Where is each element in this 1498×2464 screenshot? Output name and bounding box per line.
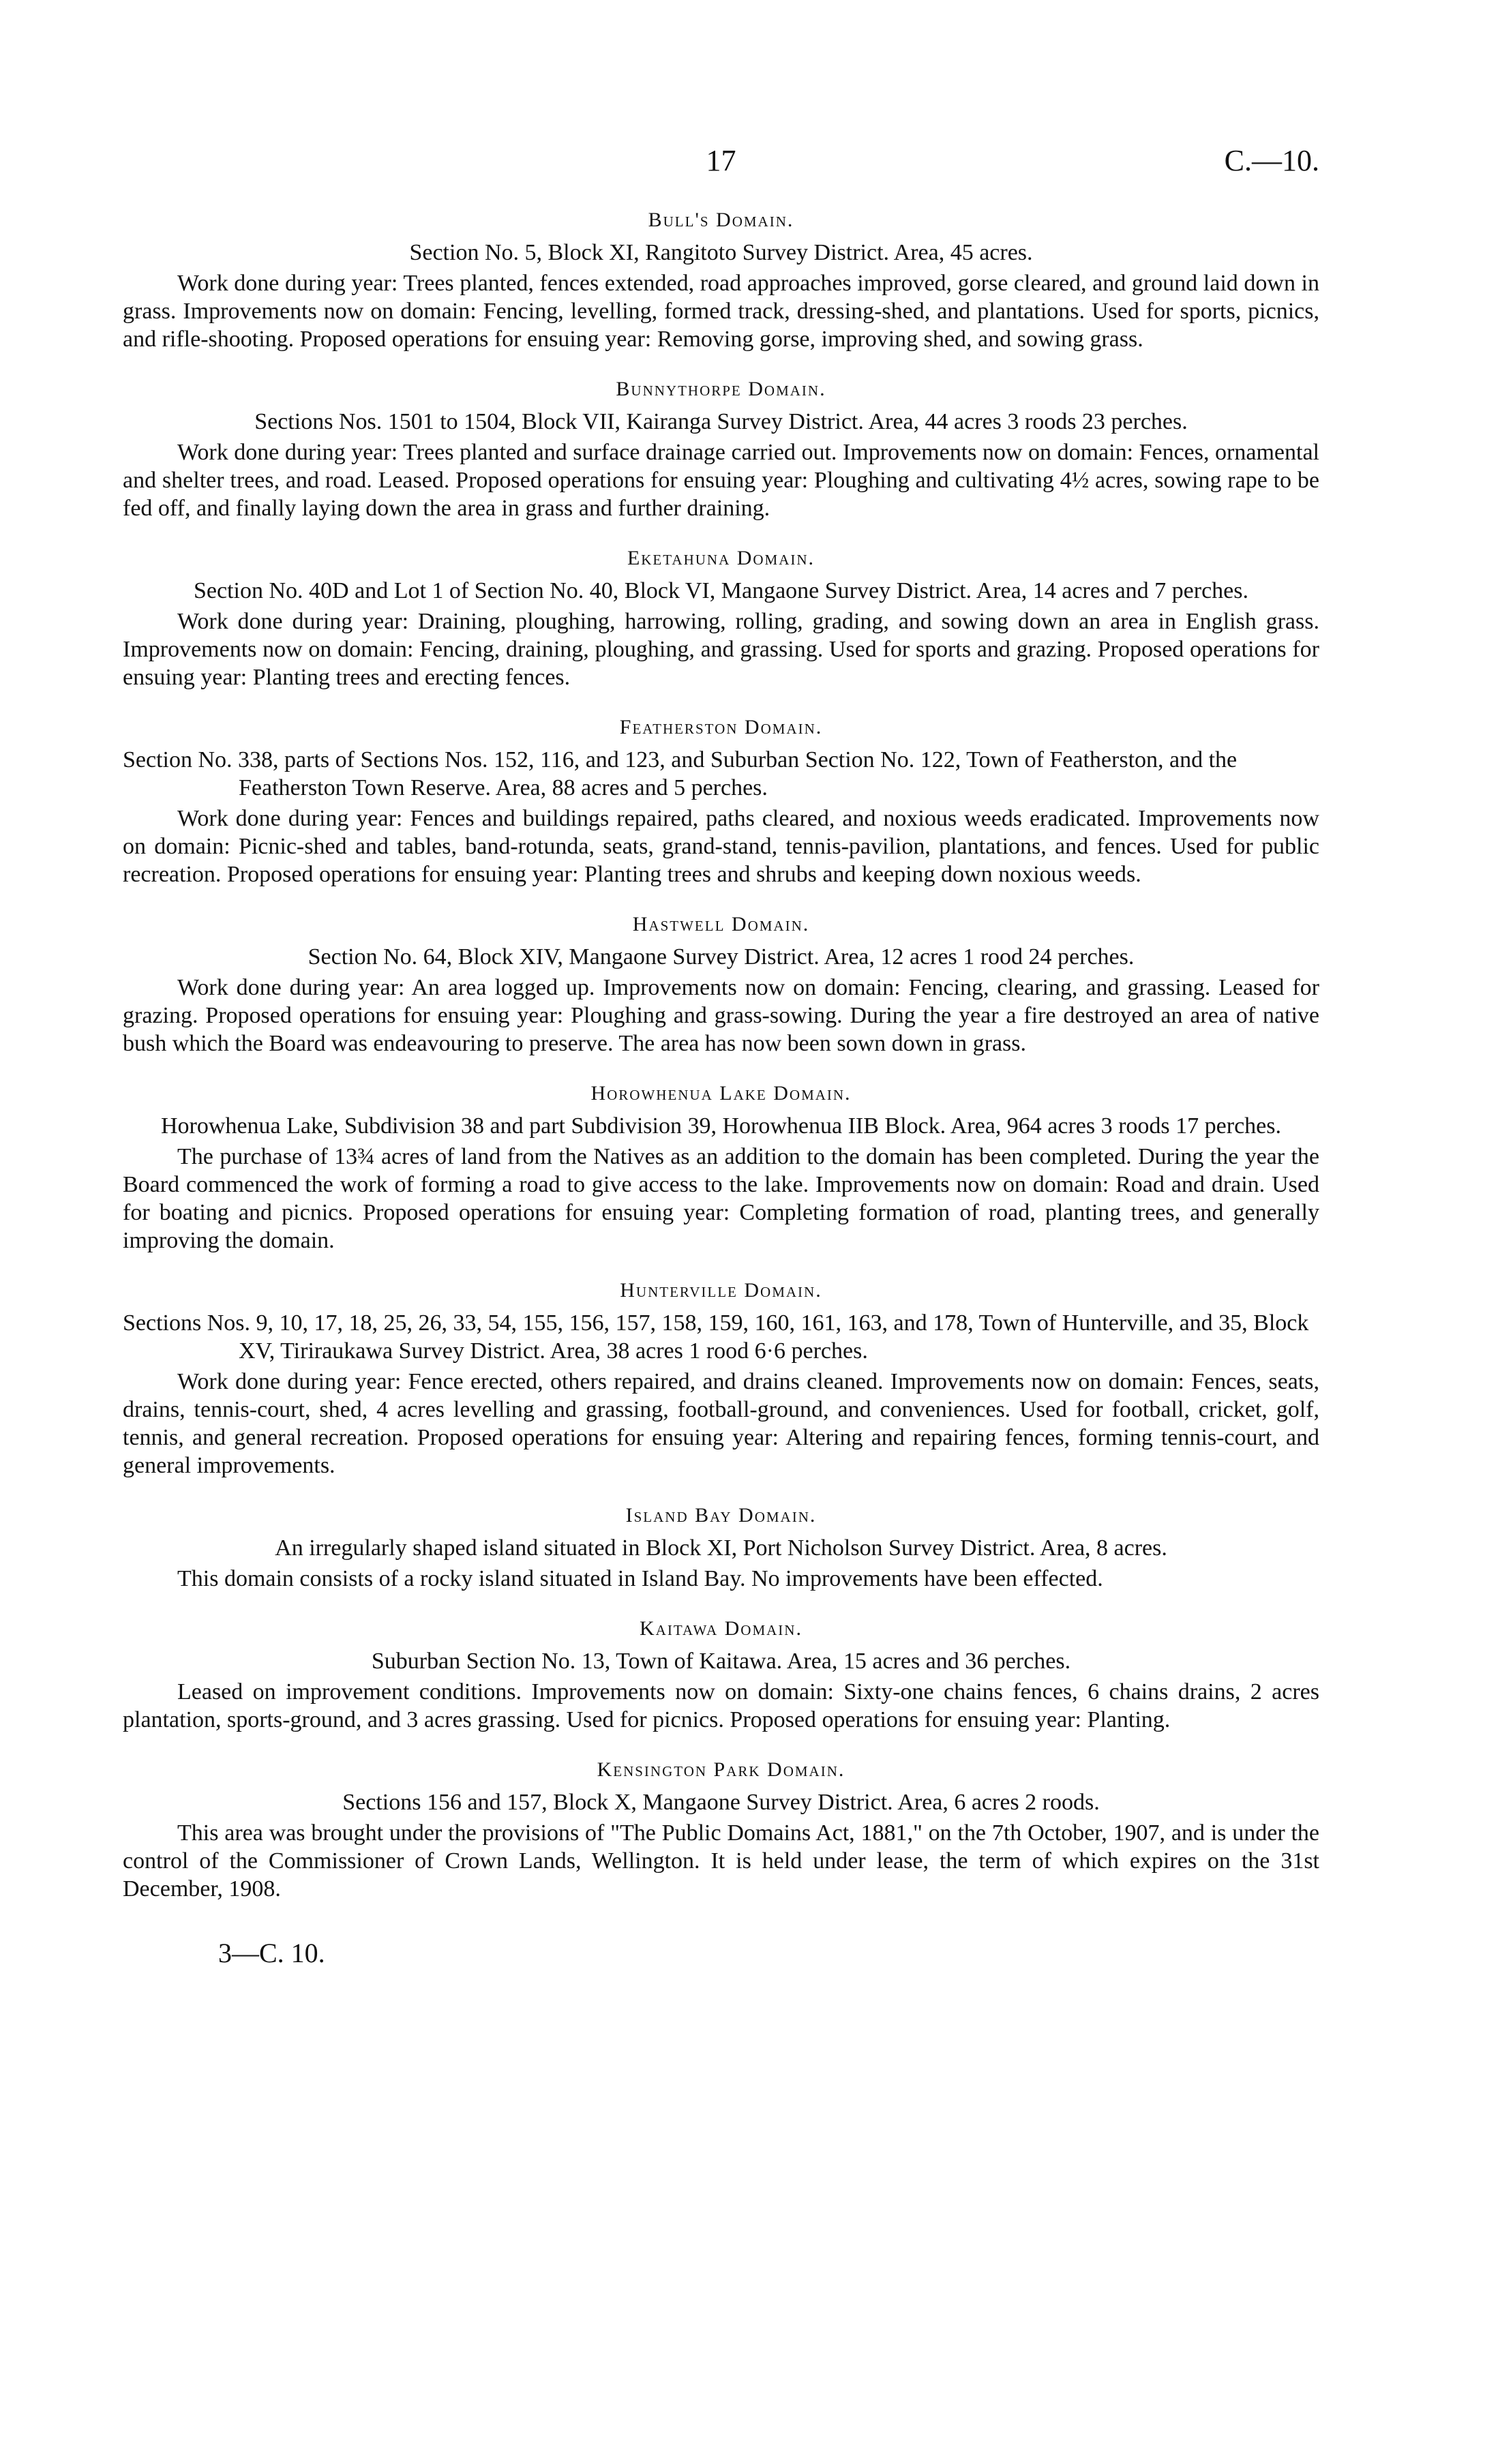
section-body: This area was brought under the provisions of "The Public Domains Act, 1881," on the 7th October, 1907, and is under the control of the Commissioner of Crown Lands, Wellington. It is held under lease, the term of which expires on the 31st December, 1908.: [123, 1820, 1319, 1902]
domain-section-eketahuna: [123, 547, 1319, 691]
section-body: Work done during year: Trees planted and surface drainage carried out. Improvements now on domain: Fences, ornamental and shelter trees, and road. Leased. Proposed operations for ensuing year: Ploughing and cultivating 4½ acres, sowing rape to be fed off, and finally laying down the area in grass and further draining.: [123, 440, 1319, 521]
domain-section-bunnythorpe: [123, 378, 1319, 522]
section-location: Section No. 338, parts of Sections Nos. 152, 116, and 123, and Suburban Section No. 122, Town of Featherston, and the Featherston Town Reserve. Area, 88 acres and 5 perches.: [123, 747, 1238, 800]
domain-section-horowhenua-lake: [123, 1082, 1319, 1254]
section-title: Eketahuna Domain.: [627, 547, 815, 569]
domain-section-bulls: [123, 209, 1319, 353]
section-body: Leased on improvement conditions. Improvements now on domain: Sixty-one chains fences, 6 chains drains, 2 acres plantation, sports-ground, and 3 acres grassing. Used for picnics. Proposed operations for ensuing year: Planting.: [123, 1679, 1319, 1732]
section-location: Suburban Section No. 13, Town of Kaitawa. Area, 15 acres and 36 perches.: [371, 1649, 1071, 1674]
section-title: Horowhenua Lake Domain.: [590, 1082, 852, 1105]
domain-section-featherston: [123, 716, 1319, 888]
section-body: Work done during year: Draining, ploughing, harrowing, rolling, grading, and sowing down an area in English grass. Improvements now on domain: Fencing, draining, ploughing, and grassing. Used for sports and grazing. Proposed operations for ensuing year: Planting trees and erecting fences.: [123, 609, 1319, 690]
section-body: This domain consists of a rocky island situated in Island Bay. No improvements have been effected.: [177, 1566, 1103, 1591]
section-title: Bunnythorpe Domain.: [616, 378, 826, 400]
section-location: Sections 156 and 157, Block X, Mangaone Survey District. Area, 6 acres 2 roods.: [342, 1790, 1100, 1815]
section-body: Work done during year: Fences and buildings repaired, paths cleared, and noxious weeds eradicated. Improvements now on domain: Picnic-shed and tables, band-rotunda, seats, grand-stand, tennis-pavilion, plantations, and fences. Used for public recreation. Proposed operations for ensuing year: Planting trees and shrubs and keeping down noxious weeds.: [123, 806, 1319, 887]
section-location: Horowhenua Lake, Subdivision 38 and part Subdivision 39, Horowhenua IIB Block. Area, 964 acres 3 roods 17 perches.: [160, 1113, 1281, 1139]
section-body: Work done during year: Fence erected, others repaired, and drains cleaned. Improvements now on domain: Fences, seats, drains, tennis-court, shed, 4 acres levelling and grassing, football-ground, and conveniences. Used for football, cricket, golf, tennis, and general recreation. Proposed operations for ensuing year: Altering and repairing fences, forming tennis-court, and general improvements.: [123, 1369, 1319, 1478]
section-body: Work done during year: An area logged up. Improvements now on domain: Fencing, clearing, and grassing. Leased for grazing. Proposed operations for ensuing year: Ploughing and grass-sowing. During the year a fire destroyed an area of native bush which the Board was endeavouring to preserve. The area has now been sown down in grass.: [123, 975, 1319, 1056]
section-location: Section No. 40D and Lot 1 of Section No. 40, Block VI, Mangaone Survey District. Area, 14 acres and 7 perches.: [194, 578, 1248, 603]
section-title: Kensington Park Domain.: [597, 1758, 845, 1781]
section-body: The purchase of 13¾ acres of land from the Natives as an addition to the domain has been completed. During the year the Board commenced the work of forming a road to give access to the lake. Improvements now on domain: Road and drain. Used for boating and picnics. Proposed operations for ensuing year: Completing formation of road, planting trees, and generally improving the domain.: [123, 1144, 1319, 1253]
domain-section-kensington-park: [123, 1758, 1319, 1903]
document-reference: C.—10.: [1224, 144, 1319, 177]
section-location: An irregularly shaped island situated in Block XI, Port Nicholson Survey District. Area, 8 acres.: [275, 1535, 1167, 1561]
section-body: Work done during year: Trees planted, fences extended, road approaches improved, gorse cleared, and ground laid down in grass. Improvements now on domain: Fencing, levelling, formed track, dressing-shed, and plantations. Used for sports, picnics, and rifle-shooting. Proposed operations for ensuing year: Removing gorse, improving shed, and sowing grass.: [123, 271, 1319, 352]
section-location: Section No. 5, Block XI, Rangitoto Survey District. Area, 45 acres.: [409, 240, 1033, 265]
signature-reference: 3—C. 10.: [218, 1938, 325, 1968]
page-header: [123, 130, 1319, 184]
document-page: [123, 130, 1319, 1969]
section-location: Sections Nos. 1501 to 1504, Block VII, Kairanga Survey District. Area, 44 acres 3 roods 23 perches.: [254, 409, 1188, 434]
domain-section-hastwell: [123, 913, 1319, 1057]
section-title: Island Bay Domain.: [625, 1504, 817, 1527]
section-location: Section No. 64, Block XIV, Mangaone Survey District. Area, 12 acres 1 rood 24 perches.: [308, 944, 1135, 970]
domain-section-hunterville: [123, 1279, 1319, 1479]
section-title: Bull's Domain.: [648, 209, 794, 231]
section-title: Featherston Domain.: [619, 716, 823, 738]
section-title: Kaitawa Domain.: [640, 1617, 803, 1640]
domain-section-island-bay: [123, 1504, 1319, 1593]
section-title: Hastwell Domain.: [632, 913, 810, 935]
section-location: Sections Nos. 9, 10, 17, 18, 25, 26, 33, 54, 155, 156, 157, 158, 159, 160, 161, 163, and 178, Town of Hunterville, and 35, Block XV, Tiriraukawa Survey District. Area, 38 acres 1 rood 6·6 perches.: [123, 1310, 1309, 1364]
section-title: Hunterville Domain.: [620, 1279, 822, 1302]
domain-section-kaitawa: [123, 1617, 1319, 1734]
page-number: 17: [706, 144, 736, 177]
